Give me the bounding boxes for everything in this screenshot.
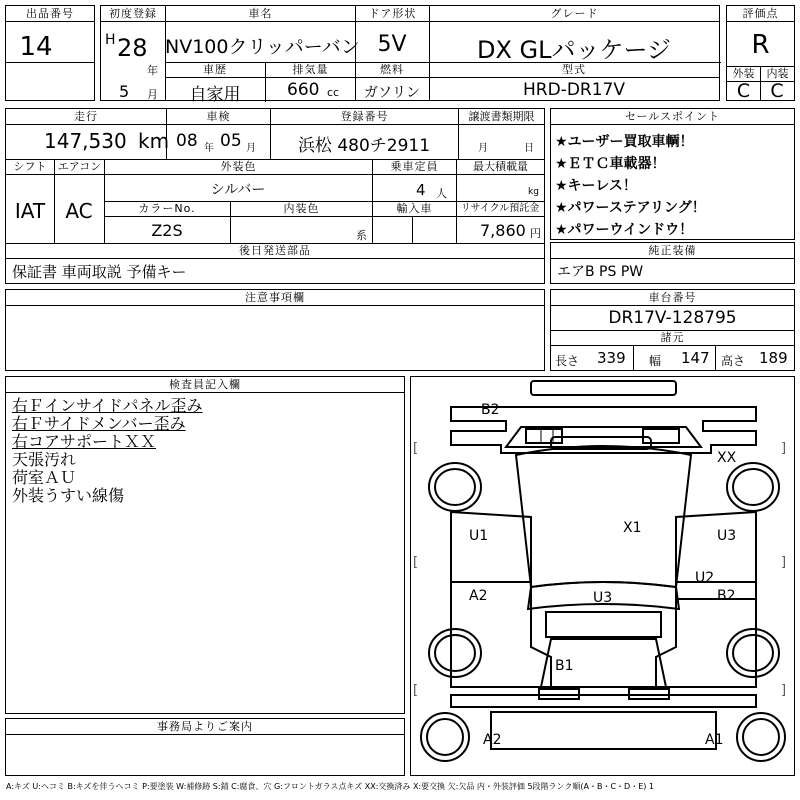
vehicle-info-block (100, 5, 720, 105)
shaken-month-unit: 月 (246, 143, 256, 154)
damage-mark-u3-right: U3 (717, 528, 737, 544)
bracket-left: [ (413, 555, 419, 570)
capacity-value: 4 (416, 181, 426, 199)
recycle-deposit-unit: 円 (530, 227, 541, 240)
inspector-note-line: 天張汚れ (12, 450, 77, 469)
width-value: 147 (681, 349, 710, 367)
shaken-label: 車検 (166, 109, 270, 125)
length-label: 長さ (555, 354, 580, 368)
sales-point-item: ★ＥＴＣ車載器！ (555, 156, 666, 172)
inspector-note-line: 右Ｆインサイドパネル歪み (12, 396, 203, 415)
displacement-unit: cc (327, 86, 340, 99)
bracket-left: [ (413, 683, 419, 698)
shaken-month: 05 (220, 131, 242, 151)
damage-mark-a2-left: A2 (469, 588, 488, 604)
notes-label: 注意事項欄 (6, 290, 544, 306)
aircon-label: エアコン (54, 159, 104, 175)
inspector-note-line: 外装うすい線傷 (12, 486, 125, 505)
first-registration-year: 28 (117, 34, 148, 62)
grade-label: グレード (429, 6, 719, 22)
chassis-box (550, 289, 795, 371)
month-unit: 月 (147, 88, 158, 101)
shaken-year-unit: 年 (204, 143, 214, 154)
score-value: R (751, 30, 770, 60)
damage-mark-u2: U2 (695, 570, 715, 586)
interior-grade-label: 内装 (760, 66, 794, 82)
capacity-label: 乗車定員 (372, 159, 456, 175)
sales-point-item: ★ユーザー買取車輌！ (555, 134, 694, 150)
aircon-value: AC (65, 199, 93, 223)
car-name-value: NV100クリッパーバン (165, 36, 360, 58)
score-cell (726, 5, 795, 101)
damage-mark-xx: XX (717, 450, 737, 466)
color-number-value: Z2S (151, 221, 183, 240)
shift-value: IAT (14, 199, 46, 223)
inspector-note-line: 右Ｆサイドメンバー歪み (12, 414, 186, 433)
registration-number-label: 登録番号 (270, 109, 458, 125)
transfer-day-unit: 日 (524, 143, 534, 154)
color-number-label: カラーNo. (104, 201, 230, 217)
chassis-number-label: 車台番号 (551, 290, 794, 306)
sales-points-label: セールスポイント (551, 109, 794, 125)
model-code-value: HRD-DR17V (523, 80, 625, 100)
length-value: 339 (597, 349, 626, 367)
width-label: 幅 (649, 354, 662, 368)
sales-point-item: ★パワーウインドウ！ (555, 222, 694, 238)
first-registration-label: 初度登録 (101, 6, 165, 22)
door-type-value: 5V (377, 32, 407, 57)
lot-number-value: 14 (19, 32, 53, 62)
bracket-right: ] (781, 683, 787, 698)
transfer-deadline-label: 譲渡書類期限 (458, 109, 544, 125)
sales-point-item: ★キーレス！ (555, 178, 637, 194)
recycle-deposit-label: リサイクル預託金 (456, 201, 544, 217)
office-notice-box (5, 718, 405, 776)
lot-number-label: 出品番号 (6, 6, 94, 22)
displacement-value: 660 (287, 80, 320, 100)
height-label: 高さ (721, 354, 746, 368)
damage-legend: A:キズ U:ヘコミ B:キズを伴うヘコミ P:要塗装 W:補修跡 S:錆 C:腐食、穴 G:フロントガラス点キズ XX:交換済み X:要交換 欠:欠品 内・外装評価 5段階ランク順(A・B・C・D・E) 1 (6, 782, 655, 791)
dimensions-label: 諸元 (551, 330, 794, 346)
inspector-notes-label: 検査員記入欄 (6, 377, 404, 393)
damage-mark-a2-bottom: A2 (483, 732, 502, 748)
exterior-color-label: 外装色 (104, 159, 372, 175)
inspector-note-line: 右コアサポートＸＸ (12, 432, 157, 451)
mileage-unit: km (138, 129, 170, 153)
damage-mark-b1: B1 (555, 658, 574, 674)
factory-equipment-box (550, 242, 795, 284)
bracket-left: [ (413, 441, 419, 456)
exterior-color-value: シルバー (210, 182, 266, 198)
model-code-label: 型式 (429, 62, 719, 78)
inspector-notes-box (5, 376, 405, 714)
era-prefix: H (105, 32, 116, 48)
max-load-unit: kg (528, 187, 539, 197)
door-type-label: ドア形状 (355, 6, 429, 22)
lot-number-cell (5, 5, 95, 101)
sales-point-item: ★パワーステアリング！ (555, 200, 706, 216)
damage-mark-b2-right: B2 (717, 588, 736, 604)
mileage-label: 走行 (6, 109, 166, 125)
inspector-note-line: 荷室ＡＵ (12, 468, 77, 487)
displacement-label: 排気量 (265, 62, 355, 78)
score-label: 評価点 (727, 6, 794, 22)
chassis-number-value: DR17V-128795 (608, 308, 737, 328)
interior-grade-value: C (770, 80, 784, 102)
damage-mark-a1: A1 (705, 732, 724, 748)
damage-diagram (410, 376, 795, 776)
exterior-grade-label: 外装 (727, 66, 760, 82)
max-load-label: 最大積載量 (456, 159, 544, 175)
recycle-deposit-value: 7,860 (480, 221, 526, 240)
damage-mark-u1: U1 (469, 528, 489, 544)
notes-box (5, 289, 545, 371)
registration-number-value: 浜松 480チ2911 (297, 136, 431, 156)
shaken-year: 08 (176, 131, 198, 151)
capacity-unit: 人 (436, 187, 447, 200)
damage-mark-u3-center: U3 (593, 590, 613, 606)
office-notice-label: 事務局よりご案内 (6, 719, 404, 735)
later-parts-value: 保証書 車両取説 予備キー (12, 263, 187, 281)
height-value: 189 (759, 349, 788, 367)
bracket-right: ] (781, 555, 787, 570)
car-outline-diagram (411, 377, 794, 775)
vehicle-detail-block (5, 108, 545, 284)
first-registration-month: 5 (119, 82, 130, 101)
interior-color-label: 内装色 (230, 201, 372, 217)
year-unit: 年 (147, 64, 158, 77)
sales-points-box (550, 108, 795, 240)
import-label: 輸入車 (372, 201, 456, 217)
transfer-month-unit: 月 (478, 143, 488, 154)
shift-label: シフト (6, 159, 54, 175)
mileage-value: 147,530 (44, 129, 127, 153)
damage-mark-b2-top: B2 (481, 402, 500, 418)
exterior-grade-value: C (736, 80, 751, 102)
history-label: 車歴 (165, 62, 265, 78)
fuel-value: ガソリン (364, 85, 420, 101)
fuel-label: 燃料 (355, 62, 429, 78)
history-value: 自家用 (189, 85, 241, 105)
grade-value: DX GLパッケージ (476, 36, 672, 64)
car-name-label: 車名 (165, 6, 355, 22)
interior-color-unit: 系 (356, 229, 367, 242)
factory-equipment-value: エアB PS PW (557, 264, 644, 280)
bracket-right: ] (781, 441, 787, 456)
later-parts-label: 後日発送部品 (6, 243, 544, 259)
damage-mark-x1: X1 (623, 520, 642, 536)
factory-equipment-label: 純正装備 (551, 243, 794, 259)
